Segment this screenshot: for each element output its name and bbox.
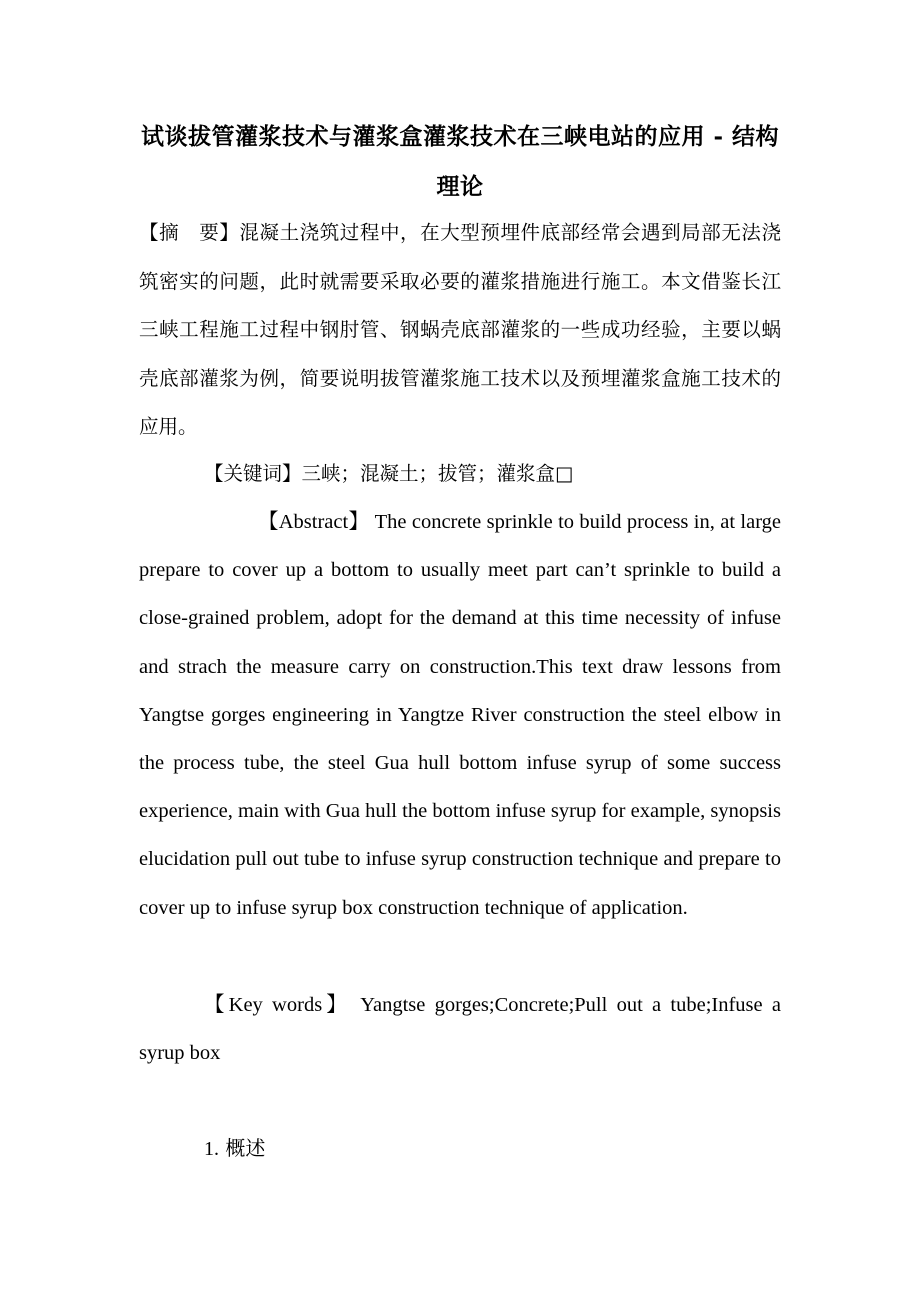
keywords-chinese [204, 450, 781, 499]
abstract-chinese-label: 【摘 要】 [139, 221, 240, 244]
abstract-chinese [139, 209, 781, 452]
abstract-english-label: 【Abstract】 [258, 511, 370, 533]
abstract-english [139, 498, 781, 932]
keywords-english [139, 981, 781, 1077]
keywords-english-label: 【Key words】 [204, 994, 351, 1016]
document-title: 试谈拔管灌浆技术与灌浆盒灌浆技术在三峡电站的应用 - 结构理论 [140, 123, 780, 200]
abstract-chinese-text: 混凝土浇筑过程中，在大型预埋件底部经常会遇到局部无法浇筑密实的问题，此时就需要采取必要的灌浆措施进行施工。本文借鉴长江三峡工程施工过程中钢肘管、钢蜗壳底部灌浆的一些成功经验，主要以蜗壳底部灌浆为例，简要说明拔管灌浆施工技术以及预埋灌浆盒施工技术的应用。 [139, 221, 781, 438]
keywords-english-text: Yangtse gorges;Concrete;Pull out a tube;Infuse a syrup box [139, 994, 781, 1065]
keywords-chinese-label: 【关键词】 [204, 462, 302, 485]
keywords-chinese-text: 三峡；混凝土；拔管；灌浆盒□ [301, 462, 574, 485]
section-number: 1. [204, 1138, 219, 1160]
section-heading-overview [204, 1126, 265, 1171]
abstract-english-text: The concrete sprinkle to build process in, at large prepare to cover up a bottom to usually meet part can’t sprinkle to build a close-grained problem, adopt for the demand at this time necessity of infuse and strach the measure carry on construction.This text draw lessons from Yangtse gorges engineering in Yangtze River construction the steel elbow in the process tube, the steel Gua hull bottom infuse syrup of some success experience, main with Gua hull the bottom infuse syrup for example, synopsis elucidation pull out tube to infuse syrup construction technique and prepare to cover up to infuse syrup box construction technique of application. [139, 511, 782, 919]
section-title: 概述 [225, 1136, 266, 1160]
